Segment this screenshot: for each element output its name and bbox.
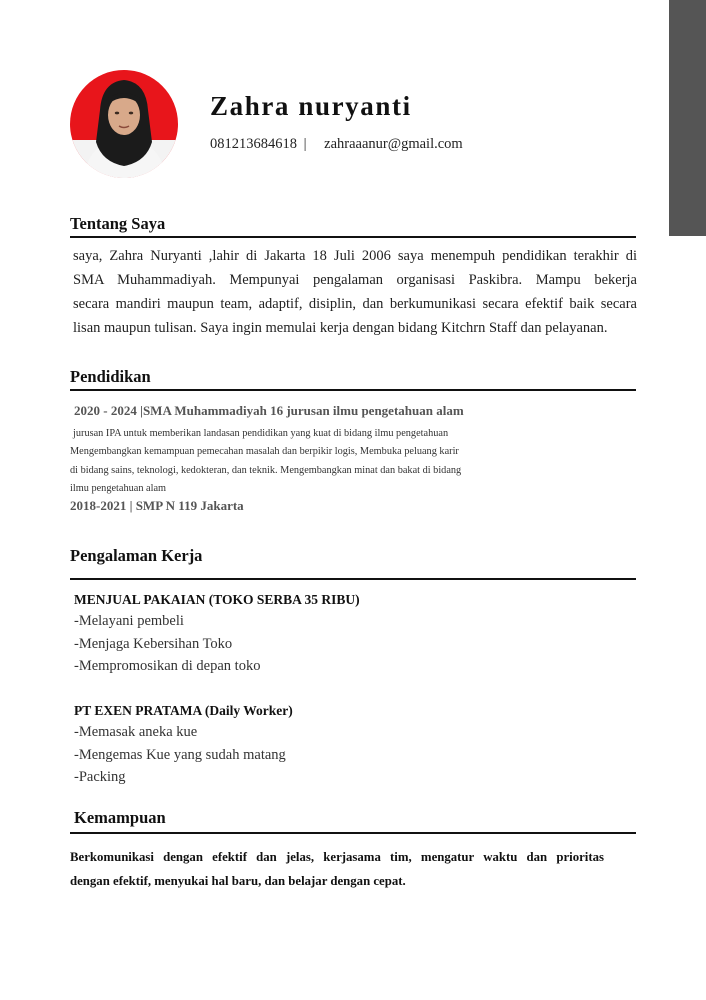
education-desc-line: jurusan IPA untuk memberikan landasan pendidikan yang kuat di bidang ilmu pengetahuan [73,428,449,439]
experience-title: Pengalaman Kerja [70,546,203,565]
profile-photo [70,70,178,178]
scrollbar-thumb[interactable] [669,0,706,236]
education-title: Pendidikan [70,367,151,386]
job-title: MENJUAL PAKAIAN (TOKO SERBA 35 RIBU) [74,592,360,607]
job-task: -Mengemas Kue yang sudah matang [74,746,286,763]
education-heading-smp: 2018-2021 | SMP N 119 Jakarta [70,498,244,513]
about-divider [70,236,636,238]
experience-divider [70,578,636,580]
skills-title: Kemampuan [74,808,166,827]
education-divider [70,389,636,391]
contact-separator: | [303,136,307,152]
profile-name: Zahra nuryanti [210,91,412,121]
about-title: Tentang Saya [70,214,166,233]
education-desc-line: Mengembangkan kemampuan pemecahan masalah dan berpikir logis, Membuka peluang karir [70,446,459,458]
about-line: secara mandiri maupun team, adaptif, disiplin, dan berkumunikasi secara efektif baik secara [73,296,637,312]
skills-divider [70,832,636,834]
job-title: PT EXEN PRATAMA (Daily Worker) [74,703,293,718]
job-task: -Melayani pembeli [74,613,184,629]
about-text [73,244,637,340]
job-task: -Memasak aneka kue [74,724,198,740]
job-task: -Packing [74,769,126,785]
job-task: -Menjaga Kebersihan Toko [74,635,233,652]
email-address: zahraaanur@gmail.com [324,136,463,152]
skills-line: dengan efektif, menyukai hal baru, dan belajar dengan cepat. [70,874,406,888]
job-task-list [74,721,286,789]
job-task-list [74,610,260,678]
about-line: lisan maupun tulisan. Saya ingin memulai kerja dengan bidang Kitchrn Staff dan pelayanan. [73,320,608,336]
skills-text [70,845,604,893]
phone-number: 081213684618 [210,136,297,152]
about-line: saya, Zahra Nuryanti ,lahir di Jakarta 18 Juli 2006 saya menempuh pendidikan terakhir di [73,248,637,264]
education-heading-sma: 2020 - 2024 |SMA Muhammadiyah 16 jurusan ilmu pengetahuan alam [74,403,464,418]
skills-line: Berkomunikasi dengan efektif dan jelas, kerjasama tim, mengatur waktu dan prioritas [70,850,604,864]
job-task: -Mempromosikan di depan toko [74,658,261,674]
education-desc-line: ilmu pengetahuan alam [70,482,167,494]
education-desc-line: di bidang sains, teknologi, kedokteran, dan teknik. Mengembangkan minat dan bakat di bidang [70,464,462,476]
contact-line [210,136,463,153]
about-line: SMA Muhammadiyah. Mempunyai pengalaman organisasi Paskibra. Mampu bekerja [73,272,637,288]
education-description [70,425,570,498]
